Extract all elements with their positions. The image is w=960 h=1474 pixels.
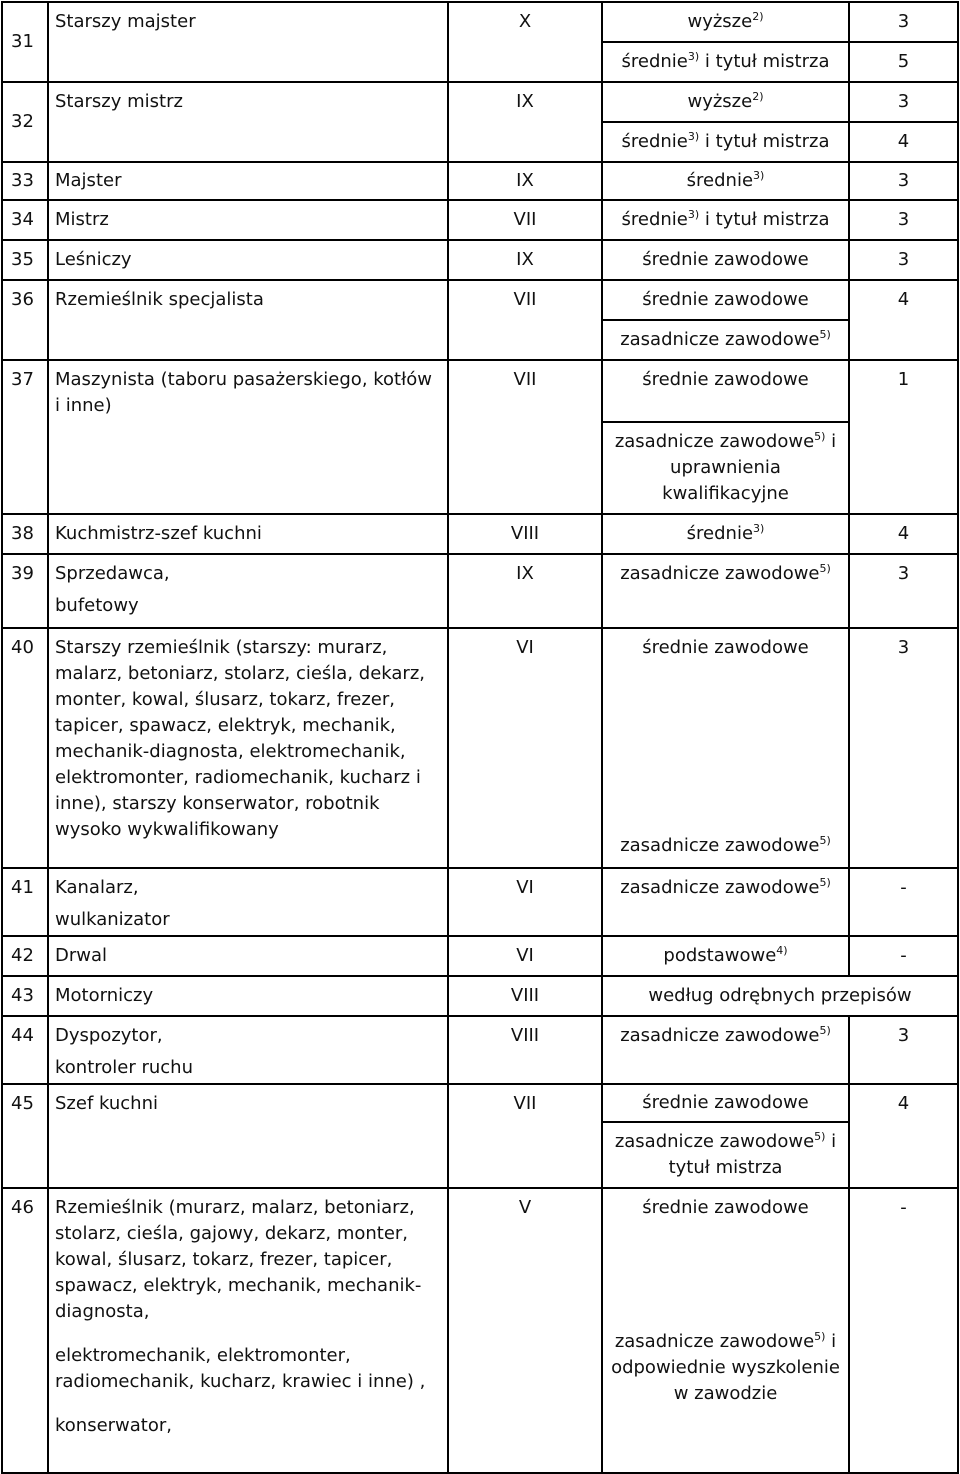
category-cell: VII: [448, 360, 602, 514]
position-name: Starszy mistrz: [48, 82, 448, 162]
category-cell: VI: [448, 628, 602, 868]
category-cell: VI: [448, 868, 602, 936]
education-cell: średnie$^{3)}$: [602, 514, 849, 554]
row-number: 33: [2, 162, 48, 200]
position-name: Motorniczy: [48, 976, 448, 1016]
category-cell: IX: [448, 82, 602, 162]
row-number: 37: [2, 360, 48, 514]
occupations-table: [1, 1, 959, 1474]
category-cell: VII: [448, 1084, 602, 1188]
education-cell: według odrębnych przepisów: [602, 976, 958, 1016]
category-cell: IX: [448, 240, 602, 280]
row-number: 40: [2, 628, 48, 868]
row-number: 46: [2, 1188, 48, 1473]
years-cell: 3: [849, 2, 958, 42]
row-number: 43: [2, 976, 48, 1016]
years-cell: -: [849, 936, 958, 976]
education-cell: średnie zawodowe: [602, 280, 849, 320]
education-cell: średnie zawodowe zasadnicze zawodowe$^{5)}$ i odpowiednie wyszkolenie w zawodzie: [602, 1188, 849, 1473]
years-cell: 3: [849, 200, 958, 240]
table-row: [2, 1084, 958, 1122]
table-row: [2, 936, 958, 976]
education-cell: średnie zawodowe: [602, 240, 849, 280]
row-number: 35: [2, 240, 48, 280]
table-row: [2, 628, 958, 868]
table-row: [2, 868, 958, 936]
years-cell: 3: [849, 162, 958, 200]
category-cell: VII: [448, 280, 602, 360]
years-cell: 1: [849, 360, 958, 514]
table-row: [2, 976, 958, 1016]
table-row: [2, 2, 958, 42]
table-row: [2, 1188, 958, 1473]
row-number: 38: [2, 514, 48, 554]
years-cell: -: [849, 1188, 958, 1473]
years-cell: -: [849, 868, 958, 936]
position-name: Dyspozytor, kontroler ruchu: [48, 1016, 448, 1084]
table-row: [2, 162, 958, 200]
category-cell: X: [448, 2, 602, 82]
category-cell: VIII: [448, 514, 602, 554]
years-cell: 4: [849, 280, 958, 360]
years-cell: 3: [849, 240, 958, 280]
position-name: Maszynista (taboru pasażerskiego, kotłów i inne): [48, 360, 448, 514]
table-row: [2, 1016, 958, 1084]
category-cell: VI: [448, 936, 602, 976]
years-cell: 5: [849, 42, 958, 82]
row-number: 31: [2, 2, 48, 82]
position-name: Starszy majster: [48, 2, 448, 82]
education-cell: wyższe$^{2)}$: [602, 82, 849, 122]
education-cell: średnie$^{3)}$ i tytuł mistrza: [602, 200, 849, 240]
position-name: Kanalarz, wulkanizator: [48, 868, 448, 936]
education-cell: średnie$^{3)}$: [602, 162, 849, 200]
table-row: [2, 554, 958, 628]
row-number: 42: [2, 936, 48, 976]
years-cell: 3: [849, 554, 958, 628]
category-cell: VII: [448, 200, 602, 240]
row-number: 34: [2, 200, 48, 240]
years-cell: 4: [849, 514, 958, 554]
education-cell: średnie$^{3)}$ i tytuł mistrza: [602, 122, 849, 162]
education-cell: średnie zawodowe zasadnicze zawodowe$^{5)}$: [602, 628, 849, 868]
table-row: [2, 240, 958, 280]
category-cell: VIII: [448, 1016, 602, 1084]
category-cell: IX: [448, 162, 602, 200]
position-name: Mistrz: [48, 200, 448, 240]
row-number: 36: [2, 280, 48, 360]
table-row: [2, 280, 958, 320]
row-number: 39: [2, 554, 48, 628]
position-name: Leśniczy: [48, 240, 448, 280]
education-cell: podstawowe$^{4)}$: [602, 936, 849, 976]
category-cell: IX: [448, 554, 602, 628]
education-cell: zasadnicze zawodowe$^{5)}$: [602, 320, 849, 360]
position-name: Rzemieślnik (murarz, malarz, betoniarz, stolarz, cieśla, gajowy, dekarz, monter, kowal, ślusarz, tokarz, frezer, tapicer, spawacz, elektryk, mechanik, mechanik-diagnosta, elektromechanik, elektromonter, radiomechanik, kucharz, krawiec i inne) , konserwator,: [48, 1188, 448, 1473]
education-cell: wyższe$^{2)}$: [602, 2, 849, 42]
years-cell: 3: [849, 82, 958, 122]
years-cell: 3: [849, 1016, 958, 1084]
education-cell: zasadnicze zawodowe$^{5)}$: [602, 1016, 849, 1084]
education-cell: zasadnicze zawodowe$^{5)}$: [602, 554, 849, 628]
row-number: 32: [2, 82, 48, 162]
education-cell: zasadnicze zawodowe$^{5)}$ i tytuł mistrza: [602, 1122, 849, 1188]
table-row: [2, 200, 958, 240]
row-number: 41: [2, 868, 48, 936]
position-name: Kuchmistrz-szef kuchni: [48, 514, 448, 554]
education-cell: średnie zawodowe: [602, 360, 849, 422]
education-cell: średnie zawodowe: [602, 1084, 849, 1122]
years-cell: 4: [849, 1084, 958, 1188]
position-name: Drwal: [48, 936, 448, 976]
category-cell: VIII: [448, 976, 602, 1016]
row-number: 44: [2, 1016, 48, 1084]
position-name: Rzemieślnik specjalista: [48, 280, 448, 360]
position-name: Starszy rzemieślnik (starszy: murarz, malarz, betoniarz, stolarz, cieśla, dekarz, monter, kowal, ślusarz, tokarz, frezer, tapicer, spawacz, elektryk, mechanik, mechanik-diagnosta, elektromechanik, elektromonter, radiomechanik, kucharz i inne), starszy konserwator, robotnik wysoko wykwalifikowany: [48, 628, 448, 868]
position-name: Sprzedawca, bufetowy: [48, 554, 448, 628]
table-row: [2, 360, 958, 422]
years-cell: 3: [849, 628, 958, 868]
table-row: [2, 82, 958, 122]
category-cell: V: [448, 1188, 602, 1473]
education-cell: zasadnicze zawodowe$^{5)}$: [602, 868, 849, 936]
position-name: Majster: [48, 162, 448, 200]
row-number: 45: [2, 1084, 48, 1188]
education-cell: zasadnicze zawodowe$^{5)}$ i uprawnienia kwalifikacyjne: [602, 422, 849, 514]
years-cell: 4: [849, 122, 958, 162]
education-cell: średnie$^{3)}$ i tytuł mistrza: [602, 42, 849, 82]
position-name: Szef kuchni: [48, 1084, 448, 1188]
table-row: [2, 514, 958, 554]
